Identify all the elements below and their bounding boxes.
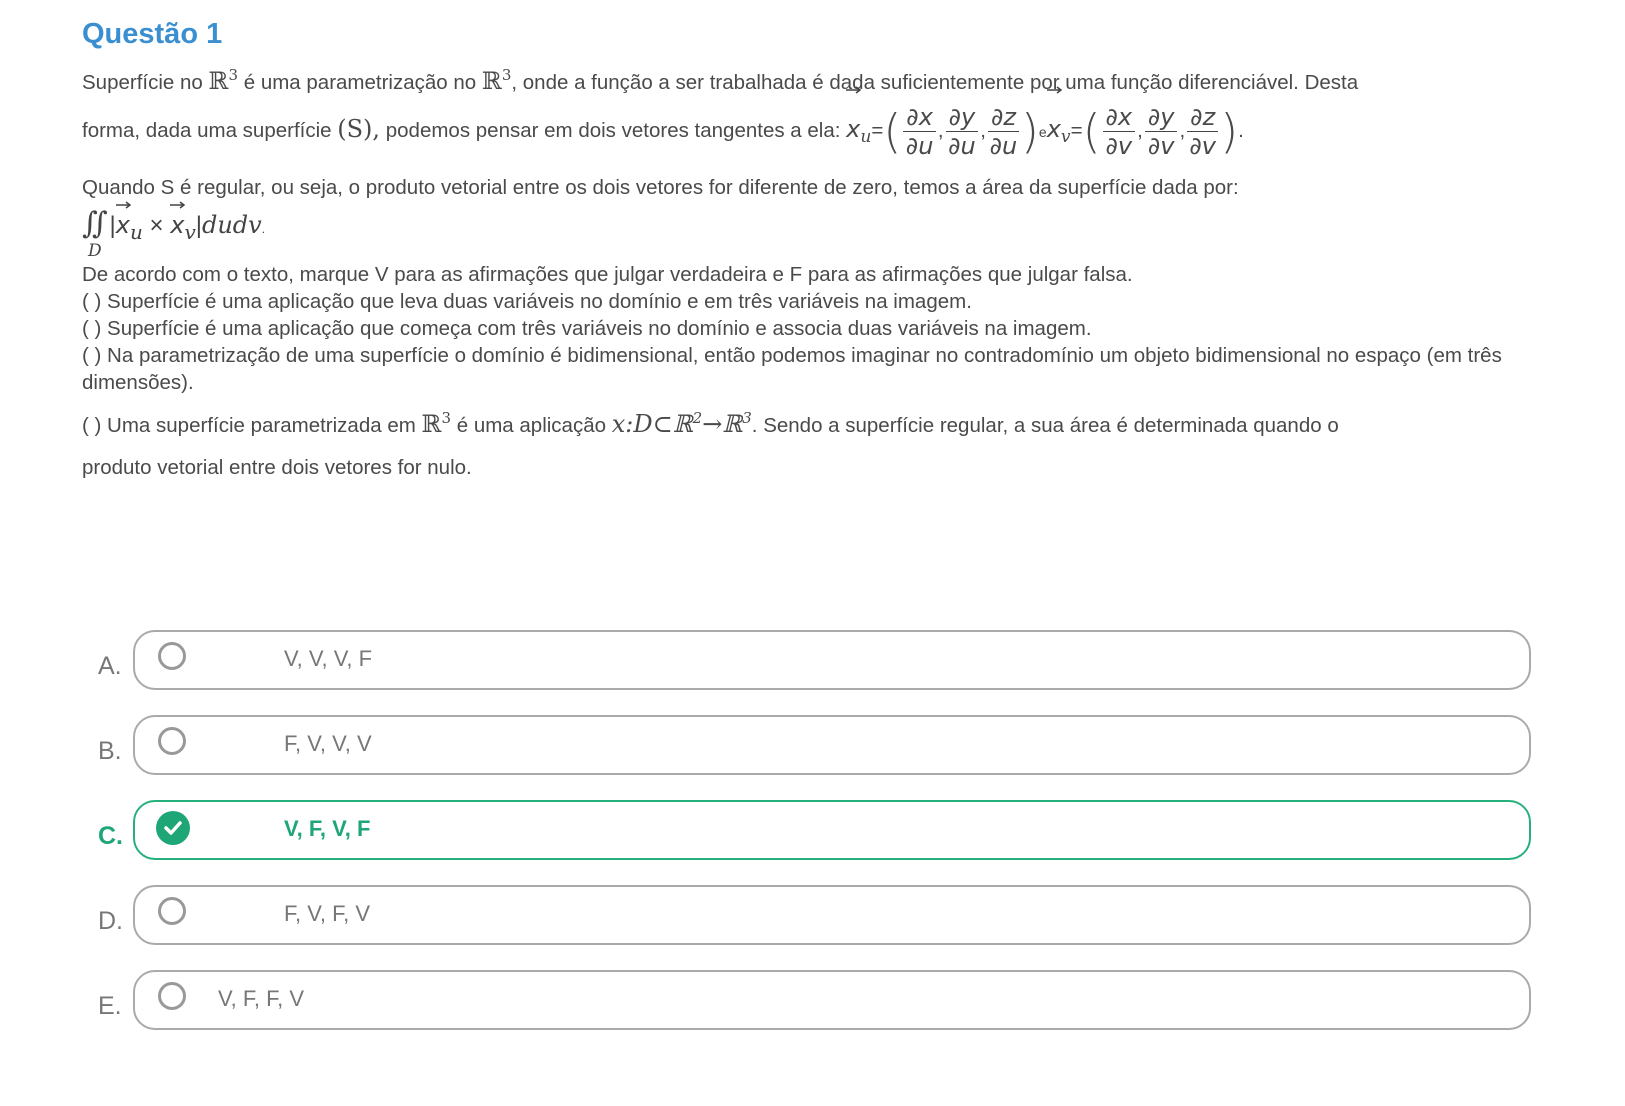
check-circle-icon[interactable] [156, 811, 190, 845]
statement-1: ( ) Superfície é uma aplicação que leva duas variáveis no domínio e em três variáveis na imagem. [82, 290, 972, 314]
radio-icon[interactable] [158, 982, 186, 1010]
option-a[interactable] [96, 630, 1531, 688]
option-letter: D. [98, 907, 123, 935]
text: ( ) Uma superfície parametrizada em [82, 414, 416, 438]
text: é uma parametrização no [243, 71, 477, 94]
question-body [82, 62, 1537, 481]
text: podemos pensar em dois vetores tangentes a ela: [385, 119, 841, 142]
text: , onde a função a ser trabalhada é dada suficientemente por uma função diferenciável. Desta [511, 71, 1359, 94]
math-R3: ℝ$^3$ [208, 66, 239, 95]
radio-icon[interactable] [158, 642, 186, 670]
question-title: Questão 1 [82, 18, 223, 50]
option-label: V, F, V, F [284, 816, 371, 841]
radio-icon[interactable] [158, 727, 186, 755]
statement-2: ( ) Superfície é uma aplicação que começa com três variáveis no domínio e associa duas variáveis na imagem. [82, 317, 1092, 341]
option-d[interactable] [96, 885, 1531, 943]
text: e [1038, 124, 1047, 140]
text: . Sendo a superfície regular, a sua área é determinada quando o [751, 414, 1339, 438]
math-S: (S), [337, 115, 381, 143]
paragraph-3: Quando S é regular, ou seja, o produto vetorial entre os dois vetores for diferente de zero, temos a área da superfície dada por: [82, 176, 1239, 200]
math-xu: x $_u$=( $\frac{\partial x}{\partial u}$ , $\frac{\partial y}{\partial u}$ , $\frac{\partial z}{\partial u}$ ) [846, 119, 1039, 142]
math-xv: x $_v$=( $\frac{\partial x}{\partial v}$ , $\frac{\partial y}{\partial v}$ , $\frac{\partial z}{\partial v}$ ). [1047, 119, 1244, 142]
text: é uma aplicação [456, 414, 607, 438]
option-letter: B. [98, 737, 122, 765]
paragraph-1 [82, 62, 1537, 96]
statement-4-cont: produto vetorial entre dois vetores for nulo. [82, 456, 472, 480]
option-label: F, V, F, V [284, 901, 371, 926]
math-mapping: x:D⊂ℝ$^2$→ℝ$^3$ [611, 409, 752, 439]
option-box[interactable] [133, 970, 1531, 1030]
paragraph-2 [82, 94, 1537, 172]
radio-icon[interactable] [158, 897, 186, 925]
option-label: V, F, F, V [218, 986, 305, 1011]
statement-3: ( ) Na parametrização de uma superfície o domínio é bidimensional, então podemos imaginar no contradomínio um objeto bidimensional no espaço (em três dimensões). [82, 344, 1502, 395]
option-label: V, V, V, F [284, 646, 373, 671]
option-label: F, V, V, V [284, 731, 372, 756]
option-letter: A. [98, 652, 122, 680]
option-c[interactable] [96, 800, 1531, 858]
instruction: De acordo com o texto, marque V para as afirmações que julgar verdadeira e F para as afirmações que julgar falsa. [82, 263, 1133, 287]
option-e[interactable] [96, 970, 1531, 1028]
option-b[interactable] [96, 715, 1531, 773]
math-area-integral: ∬ D |x $_u$ × x $_v$|dudv. [82, 201, 1537, 261]
text: Superfície no [82, 71, 203, 94]
math-R3: ℝ$^3$ [481, 66, 512, 95]
statement-4 [82, 398, 1537, 446]
math-R3: ℝ$^3$ [421, 409, 452, 439]
option-letter: E. [98, 992, 122, 1020]
option-letter: C. [98, 822, 123, 850]
text: forma, dada uma superfície [82, 119, 332, 142]
